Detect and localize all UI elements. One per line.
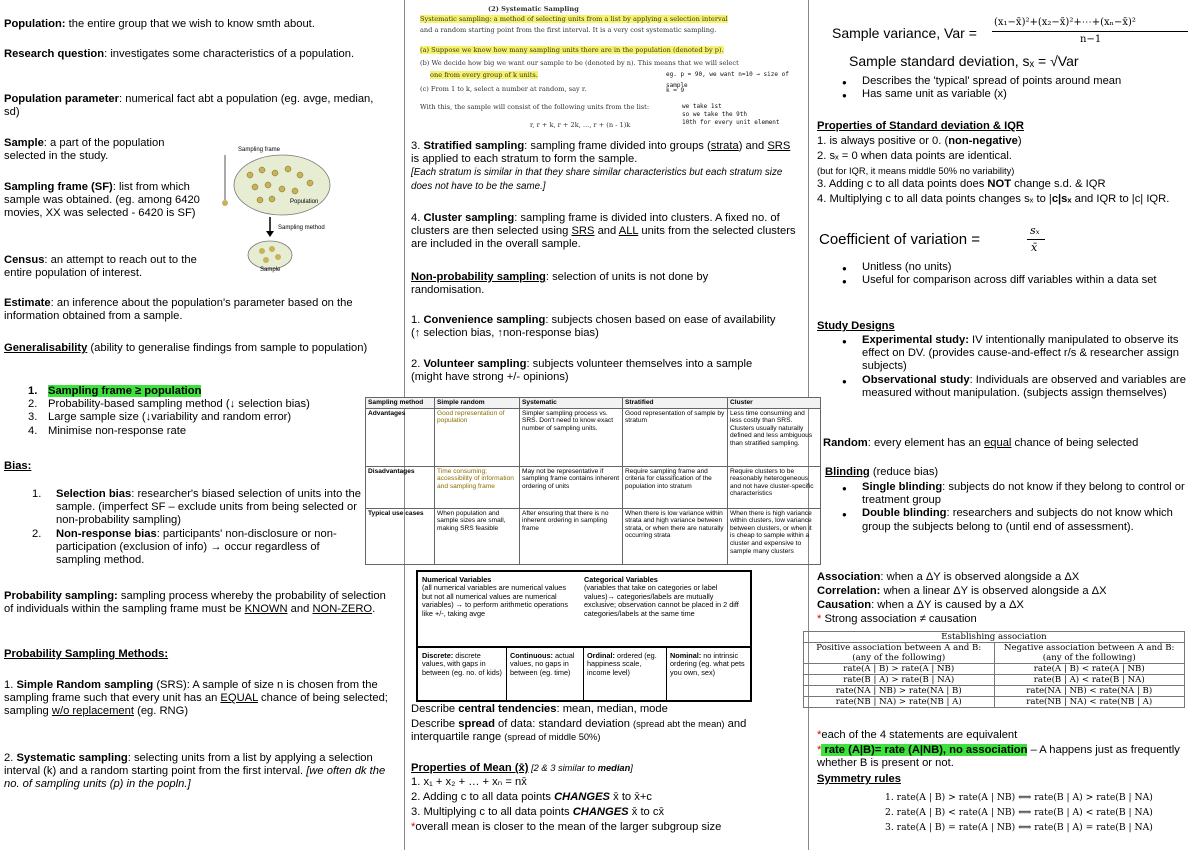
scan-line: one from every group of k units. (430, 71, 538, 79)
def-probability-sampling: Probability sampling: sampling process whereby the probability of selection of individuals within the sampling frame must be KNOWN and NON-ZERO. (4, 590, 386, 616)
scan-title: (2) Systematic Sampling (488, 5, 579, 13)
table-row (804, 697, 1185, 708)
sd-iqr-heading: Properties of Standard deviation & IQR (817, 120, 1025, 132)
table-cell: rate(A | B) > rate(A | NB) (804, 664, 995, 675)
continuous-variables: Continuous: actual values, no gaps in between (eg. time) (510, 651, 575, 677)
table-cell: rate(NB | NA) > rate(NB | A) (804, 697, 995, 708)
describe-central: Describe central tendencies: mean, median, mode (411, 703, 668, 715)
divider (506, 646, 507, 700)
sd-prop-1: 1. is always positive or 0. (non-negative) (817, 135, 1022, 147)
mean-prop-1: 1. x₁ + x₂ + … + xₙ = nx̄ (411, 776, 527, 788)
table-cell: After ensuring that there is no inherent ordering in sampling frame (520, 508, 623, 564)
table-row (366, 466, 821, 508)
method-volunteer: 2. Volunteer sampling: subjects volunteer themselves into a sample (might have strong +/- opinions) (411, 358, 753, 384)
table-cell: rate(B | A) < rate(B | NA) (994, 675, 1185, 686)
cv-label: Coefficient of variation = (819, 231, 981, 248)
method-systematic: 2. Systematic sampling: selecting units from a list by applying a selection interval (k) and a random starting point from the first interval. [we often dk the no. of sampling units (p) in the popln.] (4, 752, 386, 791)
table-cell: Require clusters to be reasonably heterogeneous and not have cluster-specific characteristics (728, 466, 821, 508)
divider (583, 646, 584, 700)
ordinal-variables: Ordinal: ordered (eg. happiness scale, income level) (587, 651, 657, 677)
table-cell: Less time consuming and less costly than SRS. Clusters usually naturally defined and less ambiguous than stratified sampling. (728, 408, 821, 466)
association-table (803, 631, 1185, 708)
def-population-parameter: Population parameter: numerical fact abt a population (eg. avge, median, sd) (4, 93, 374, 119)
symmetry-rule-2: 2. rate(A | B) < rate(A | NB) ⟺ rate(B | A) < rate(B | NA) (885, 807, 1153, 818)
scan-line: (a) Suppose we know how many sampling units there are in the population (denoted by p). (420, 46, 724, 54)
list-item: ● Unitless (no units) (812, 261, 1190, 274)
def-census: Census: an attempt to reach out to the entire population of interest. (4, 254, 197, 280)
def-sample: Sample: a part of the population selected in the study. (4, 137, 165, 163)
variance-formula (832, 17, 1192, 51)
table-header-row (366, 398, 821, 409)
cv-numerator: sₓ (1030, 224, 1040, 237)
blinding-heading: Blinding (reduce bias) (825, 466, 939, 478)
list-item: ● Has same unit as variable (x) (812, 88, 1192, 101)
variance-denominator: n−1 (1080, 34, 1102, 45)
def-causation: Causation: when a ΔY is caused by a ΔX (817, 599, 1024, 611)
list-item: 2. Probability-based sampling method (↓ selection bias) (28, 398, 310, 411)
table-header: Systematic (520, 398, 623, 409)
list-item: ● Double blinding: researchers and subjects do not know which group the subjects belong to (until end of assessment). (812, 507, 1192, 533)
mean-prop-2: 2. Adding c to all data points CHANGES x̄ to x̄+c (411, 791, 652, 803)
def-generalisability: Generalisability (ability to generalise findings from sample to population) (4, 342, 368, 354)
list-item: ● Describes the 'typical' spread of points around mean (812, 75, 1192, 88)
symmetry-rule-1: 1. rate(A | B) > rate(A | NB) ⟺ rate(B | A) > rate(B | NA) (885, 792, 1153, 803)
table-row (366, 408, 821, 466)
methods-heading: Probability Sampling Methods: (4, 648, 169, 660)
table-header: Stratified (623, 398, 728, 409)
table-cell: rate(NA | NB) < rate(NA | B) (994, 686, 1185, 697)
sd-prop-2-note: (but for IQR, it means middle 50% no variability) (817, 166, 1015, 176)
table-header: Simple random (435, 398, 520, 409)
study-designs-list (812, 334, 1194, 400)
list-item: ● Single blinding: subjects do not know if they belong to control or treatment group (812, 481, 1192, 507)
def-correlation: Correlation: when a linear ΔY is observed alongside a ΔX (817, 585, 1107, 597)
method-cluster: 4. Cluster sampling: sampling frame is divided into clusters. A fixed no. of clusters are then selected using SRS and ALL units from the selected clusters are included in the overall sample. (411, 212, 796, 251)
table-cell: When there is high variance within clusters, low variance between clusters, or when it is cheap to sample within a cluster and expensive to sample many clusters (728, 508, 821, 564)
no-association-note: * rate (A|B)= rate (A|NB), no association – A happens just as frequently whether B is present or not. (817, 744, 1180, 770)
table-cell: rate(NA | NB) > rate(NA | B) (804, 686, 995, 697)
list-item: ● Useful for comparison across diff variables within a data set (812, 274, 1190, 287)
variable-types-box (416, 570, 752, 702)
def-random: Random: every element has an equal chance of being selected (823, 437, 1139, 449)
discrete-variables: Discrete: discrete values, with gaps in between (eg. no. of kids) (422, 651, 502, 677)
table-header: Positive association between A and B: (any of the following) (804, 643, 995, 664)
scan-handwritten: so we take the 9th (682, 111, 748, 118)
table-cell: Advantages (366, 408, 435, 466)
table-cell: Good representation of sample by stratum (623, 408, 728, 466)
mean-prop-3: 3. Multiplying c to all data points CHANGES x̄ to cx̄ (411, 806, 665, 818)
fraction-bar (992, 31, 1188, 32)
nominal-variables: Nominal: no intrinsic ordering (eg. what pets you own, sex) (670, 651, 745, 677)
method-convenience: 1. Convenience sampling: subjects chosen based on ease of availability (↑ selection bias, ↑non-response bias) (411, 314, 776, 340)
divider (418, 646, 750, 648)
cv-bullets (812, 261, 1190, 287)
table-header-row (804, 643, 1185, 664)
table-header: Negative association between A and B: (any of the following) (994, 643, 1185, 664)
symmetry-heading: Symmetry rules (817, 773, 901, 785)
table-cell: rate(B | A) > rate(B | NA) (804, 675, 995, 686)
sampling-comparison-table (365, 397, 821, 565)
list-item: 2. Non-response bias: participants' non-disclosure or non-participation (exclusion of info) → occur regardless of sampling method. (32, 527, 337, 567)
cv-formula (819, 224, 1119, 258)
table-cell: Simpler sampling process vs. SRS. Don't need to know exact number of sampling units. (520, 408, 623, 466)
describe-spread: Describe spread of data: standard deviation (spread abt the mean) and interquartile range (spread of middle 50%) (411, 718, 747, 744)
sd-prop-2: 2. sₓ = 0 when data points are identical. (817, 150, 1012, 162)
table-row (366, 508, 821, 564)
blinding-list (812, 481, 1192, 534)
table-header-row (804, 632, 1185, 643)
study-designs-heading: Study Designs (817, 320, 895, 332)
table-cell: rate(NB | NA) < rate(NB | A) (994, 697, 1185, 708)
divider (666, 646, 667, 700)
generalisability-list (0, 385, 390, 438)
variance-numerator: (x₁−x̄)²+(x₂−x̄)²+⋯+(xₙ−x̄)² (994, 17, 1136, 28)
table-cell: When population and sample sizes are small, making SRS feasible (435, 508, 520, 564)
fig-label-method: Sampling method (278, 225, 325, 231)
list-item: 1. Selection bias: researcher's biased selection of units into the sample. (imperfect SF – exclude units from being selected or non-probability sampling) (32, 488, 361, 527)
table-cell: Time consuming; accessibility of information and sampling frame (435, 466, 520, 508)
table-header: Sampling method (366, 398, 435, 409)
list-item: 3. Large sample size (↓variability and random error) (28, 411, 292, 424)
scan-handwritten: we take 1st (682, 103, 722, 110)
table-cell: Typical use cases (366, 508, 435, 564)
cv-denominator: x̄ (1031, 241, 1038, 254)
table-row (804, 664, 1185, 675)
def-sampling-frame: Sampling frame (SF): list from which sample was obtained. (eg. among 6420 movies, XX was selected - 6420 is SF) (4, 181, 200, 220)
sd-prop-3: 3. Adding c to all data points does NOT change s.d. & IQR (817, 178, 1106, 190)
mean-heading: Properties of Mean (x̄) [2 & 3 similar to median] (411, 762, 633, 774)
def-research-question: Research question: investigates some characteristics of a population. (4, 48, 355, 60)
scan-handwritten: 10th for every unit element (682, 119, 780, 126)
table-cell: Require sampling frame and criteria for classification of the population into stratum (623, 466, 728, 508)
numerical-variables: Numerical Variables (all numerical variables are numerical values but not all numerical values are numerical variables) → to perform arithmetic operations like +/-, taking avge (422, 575, 568, 618)
scan-formula: r, r + k, r + 2k, ..., r + (n - 1)k (530, 121, 631, 129)
scan-line: (c) From 1 to k, select a number at random, say r. (420, 85, 587, 93)
def-non-probability: Non-probability sampling: selection of units is not done by randomisation. (411, 271, 709, 297)
list-item: ● Observational study: Individuals are observed and variables are measured without manipulation. (subjects assign themselves) (812, 374, 1194, 400)
list-item: 1. Sampling frame ≥ population (28, 385, 202, 397)
fig-label-population: Population (290, 199, 319, 205)
scan-line: and a random starting point from the first interval. It is a very cost systematic sampling. (420, 26, 717, 34)
sd-formula: Sample standard deviation, sₓ = √Var (849, 53, 1079, 69)
variance-label: Sample variance, Var = (832, 25, 977, 41)
def-population: Population: the entire group that we wish to know smth about. (4, 18, 315, 30)
table-cell: When there is low variance within strata and high variance between strata, or when there are naturally occurring strata (623, 508, 728, 564)
sampling-diagram (220, 145, 340, 275)
table-cell: May not be representative if sampling frame contains inherent ordering of units (520, 466, 623, 508)
strong-assoc-note: * Strong association ≠ causation (817, 613, 977, 625)
categorical-variables: Categorical Variables (variables that take on categories or label values)→ categories/labels are mutually exclusive; observation cannot be placed in 2 diff categories/labels at the same time (584, 575, 739, 618)
table-row (804, 686, 1185, 697)
def-association: Association: when a ΔY is observed alongside a ΔX (817, 571, 1080, 583)
table-cell: Disadvantages (366, 466, 435, 508)
symmetry-rule-3: 3. rate(A | B) = rate(A | NB) ⟺ rate(B | A) = rate(B | NA) (885, 822, 1153, 833)
method-stratified: 3. Stratified sampling: sampling frame divided into groups (strata) and SRS is applied to each stratum to form the sample. [Each stratum is similar in that they share similar characteristics but each stratum size does not have to be the same.] (411, 140, 791, 192)
method-srs: 1. Simple Random sampling (SRS): A sample of size n is chosen from the sampling frame such that every unit has an EQUAL chance of being selected; sampling w/o replacement (eg. RNG) (4, 679, 388, 718)
table-row (804, 675, 1185, 686)
def-estimate: Estimate: an inference about the population's parameter based on the information obtained from a sample. (4, 297, 353, 323)
list-item: ● Experimental study: IV intentionally manipulated to observe its effect on DV. (provides cause-and-effect r/s & researcher assign subjects) (812, 334, 1194, 374)
scanned-systematic-notes (420, 5, 800, 136)
fig-label-frame: Sampling frame (238, 147, 281, 153)
equivalence-note: *each of the 4 statements are equivalent (817, 729, 1018, 741)
scan-handwritten: k = 9 (666, 87, 685, 94)
sd-prop-4: 4. Multiplying c to all data points changes sₓ to |c|sₓ and IQR to |c| IQR. (817, 193, 1170, 205)
sd-bullets (812, 75, 1192, 101)
table-title: Establishing association (804, 632, 1185, 643)
fraction-bar (1027, 239, 1045, 240)
mean-prop-4: *overall mean is closer to the mean of the larger subgroup size (411, 821, 722, 833)
scan-line: Systematic sampling: a method of selecting units from a list by applying a selection interval (420, 15, 728, 23)
fig-label-sample: Sample (260, 267, 281, 273)
bias-heading: Bias: (4, 460, 32, 472)
scan-line: With this, the sample will consist of the following units from the list: (420, 103, 650, 111)
scan-line: (b) We decide how big we want our sample to be (denoted by n). This means that we will select (420, 59, 739, 67)
scan-handwritten: eg. p = 90, we want n=10 → size of sample (666, 71, 789, 89)
table-cell: rate(A | B) < rate(A | NB) (994, 664, 1185, 675)
table-cell: Good representation of population (435, 408, 520, 466)
table-header: Cluster (728, 398, 821, 409)
bias-list (0, 488, 365, 567)
list-item: 4. Minimise non-response rate (28, 424, 187, 437)
